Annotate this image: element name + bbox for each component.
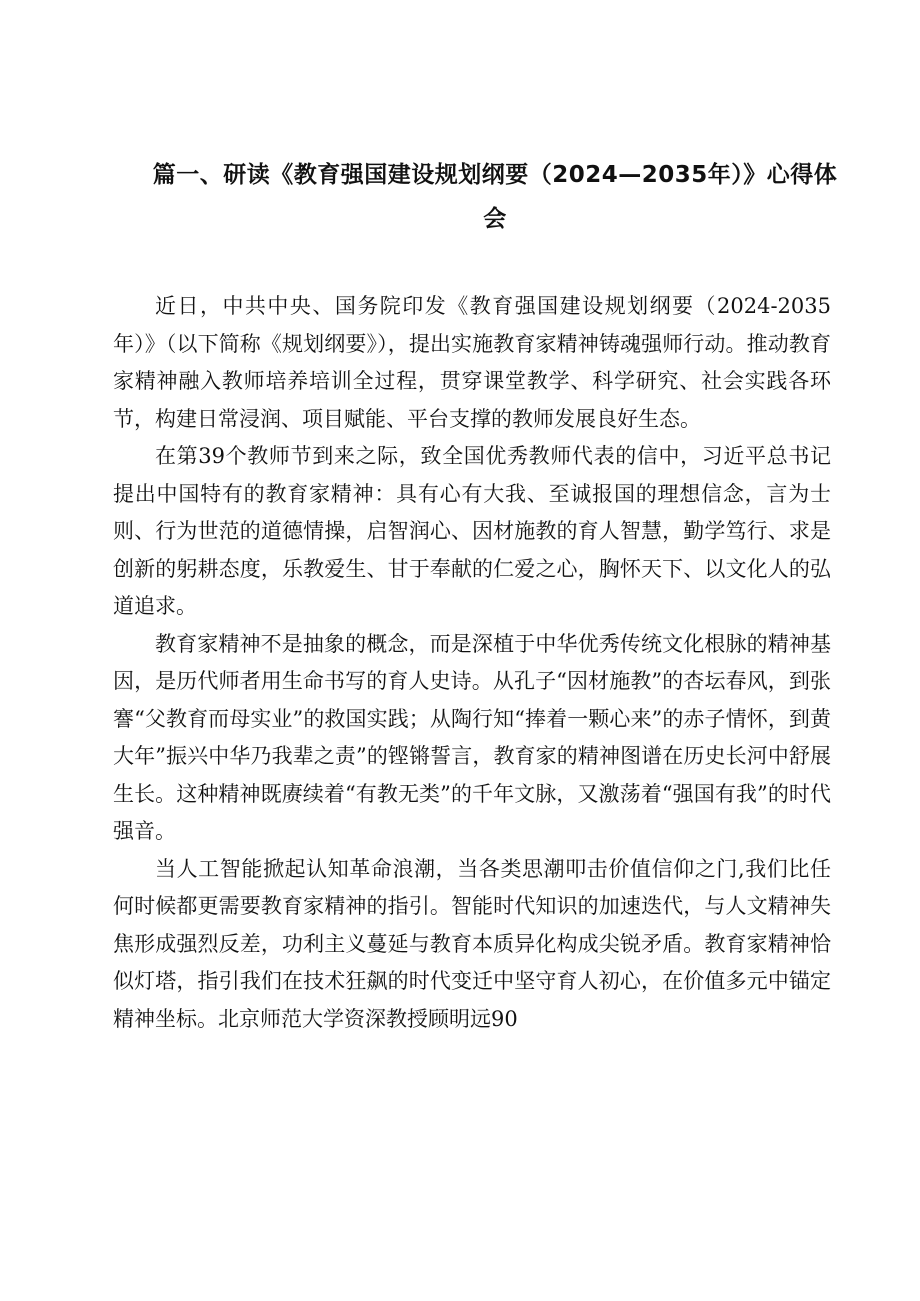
- title-line-1: 篇一、研读《教育强国建设规划纲要（2024—2035年）》心得体: [152, 162, 838, 188]
- document-body: [113, 288, 831, 1038]
- document-title: [150, 153, 840, 241]
- paragraph-2: 在第39个教师节到来之际，致全国优秀教师代表的信中，习近平总书记提出中国特有的教育家精神：具有心有大我、至诚报国的理想信念，言为士则、行为世范的道德情操，启智润心、因材施教的育人智慧，勤学笃行、求是创新的躬耕态度，乐教爱生、甘于奉献的仁爱之心，胸怀天下、以文化人的弘道追求。: [113, 444, 831, 618]
- paragraph-3: 教育家精神不是抽象的概念，而是深植于中华优秀传统文化根脉的精神基因，是历代师者用生命书写的育人史诗。从孔子“因材施教”的杏坛春风，到张謇“父教育而母实业”的救国实践；从陶行知“捧着一颗心来”的赤子情怀，到黄大年”振兴中华乃我辈之责”的铿锵誓言，教育家的精神图谱在历史长河中舒展生长。这种精神既赓续着“有教无类”的千年文脉，又激荡着“强国有我”的时代强音。: [113, 631, 831, 843]
- title-line-2: 会: [483, 206, 507, 232]
- paragraph-4: 当人工智能掀起认知革命浪潮，当各类思潮叩击价值信仰之门,我们比任何时候都更需要教育家精神的指引。智能时代知识的加速迭代，与人文精神失焦形成强烈反差，功利主义蔓延与教育本质异化构成尖锐矛盾。教育家精神恰似灯塔，指引我们在技术狂飙的时代变迁中坚守育人初心，在价值多元中锚定精神坐标。北京师范大学资深教授顾明远90: [113, 856, 831, 1031]
- paragraph-1: 近日，中共中央、国务院印发《教育强国建设规划纲要（2024-2035年）》（以下简称《规划纲要》），提出实施教育家精神铸魂强师行动。推动教育家精神融入教师培养培训全过程，贯穿课堂教学、科学研究、社会实践各环节，构建日常浸润、项目赋能、平台支撑的教师发展良好生态。: [113, 294, 831, 431]
